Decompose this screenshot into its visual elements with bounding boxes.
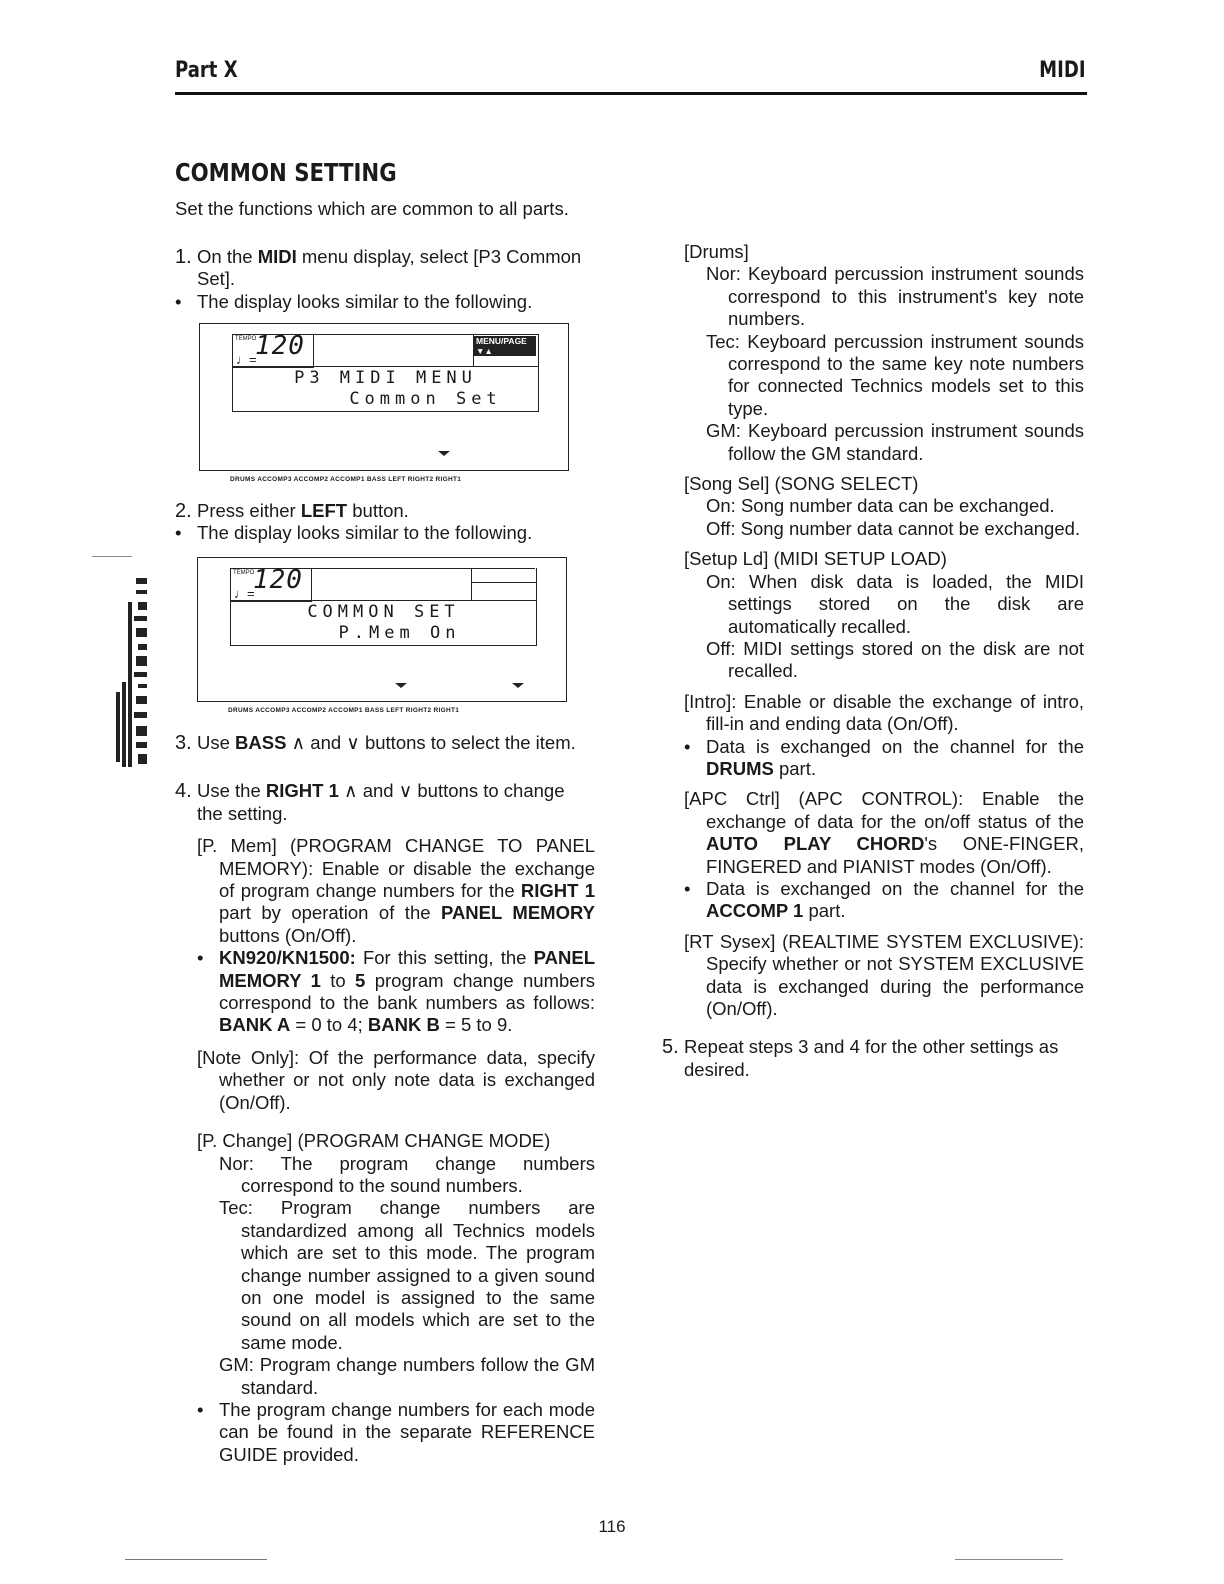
bullet-text: = 5 to 9. (439, 1014, 513, 1036)
note-icon: ♩= (234, 586, 255, 601)
step-text: Press either (197, 500, 301, 521)
tempo-label: TEMPO (235, 336, 257, 342)
step-number: 3. (175, 732, 192, 754)
rt-sysex-item: [RT Sysex] (REALTIME SYSTEM EXCLUSIVE): Specify whether or not SYSTEM EXCLUSIVE data is exchanged during the performance (On/Off). (684, 930, 1084, 1019)
pchange-tec: Tec: Program change numbers are standardized among all Technics models which are set to this mode. The program change number assigned to a given sound on one model is assigned to the same sound on all models which are set to the same mode. (219, 1197, 595, 1353)
bullet-text: For this setting, the (355, 947, 534, 969)
lcd-display-common-set (197, 557, 567, 714)
tempo-box (230, 565, 312, 602)
lcd-text-area (230, 600, 537, 646)
bullet-bold: PANEL MEMORY 1 (219, 947, 595, 991)
tempo-label: TEMPO (233, 570, 255, 576)
pmem-text: [P. Mem] (PROGRAM CHANGE TO PANEL MEMORY): Enable or disable the exchange of program change numbers for the (197, 835, 595, 902)
step-bold: BASS (235, 732, 287, 753)
bullet-text: part. (773, 757, 817, 779)
step-number: 5. (662, 1036, 679, 1059)
tempo-value: 120 (255, 331, 305, 361)
bullet-bold: 5 (355, 969, 366, 991)
pmem-text: buttons (On/Off). (219, 924, 357, 946)
bullet-text: The program change numbers for each mode can be found in the separate REFERENCE GUIDE provided. (219, 1398, 595, 1465)
bullet-bold: BANK A (219, 1014, 291, 1036)
lcd-display-midi-menu (199, 323, 569, 483)
bullet-bold: DRUMS (706, 757, 774, 779)
song-sel-off: Off: Song number data cannot be exchanged. (706, 517, 1081, 539)
setup-ld-off: Off: MIDI settings stored on the disk are not recalled. (706, 637, 1084, 682)
intro-bullet: • Data is exchanged on the channel for the DRUMS part. (684, 735, 1084, 779)
song-sel-heading: [Song Sel] (SONG SELECT) (684, 473, 919, 495)
intro-text: Set the functions which are common to all parts. (175, 198, 569, 219)
part-labels: DRUMS ACCOMP3 ACCOMP2 ACCOMP1 BASS LEFT RIGHT2 RIGHT1 (230, 476, 462, 483)
step-1 (175, 246, 595, 291)
apc-text: [APC Ctrl] (APC CONTROL): Enable the exchange of data for the on/off status of the (684, 788, 1084, 832)
step-bold: LEFT (300, 500, 348, 521)
step-text: Repeat steps 3 and 4 for the other settings as desired. (684, 1036, 1059, 1080)
tempo-box (232, 331, 314, 368)
drums-heading: [Drums] (684, 241, 749, 262)
bullet: • The display looks similar to the following. (175, 522, 533, 544)
step-text: ∧ and ∨ buttons to change the setting. (197, 780, 565, 824)
down-arrow-icon (512, 683, 524, 688)
pmem-text: part by operation of the (219, 902, 441, 924)
apc-bullet: • Data is exchanged on the channel for the ACCOMP 1 part. (684, 877, 1084, 922)
pchange-bullet: • The program change numbers for each mode can be found in the separate REFERENCE GUIDE provided. (197, 1398, 595, 1465)
model-name: KN920/KN1500: (219, 947, 356, 969)
pmem-bullet: • KN920/KN1500: For this setting, the PANEL MEMORY 1 to 5 program change numbers correspond to the bank numbers as follows: BANK A = 0 to 4; BANK B = 5 to 9. (197, 947, 595, 1036)
left-column-lower (175, 732, 595, 1466)
step-bold: MIDI (257, 246, 297, 267)
footer-line (955, 1559, 1063, 1560)
drums-nor: Nor: Keyboard percussion instrument sounds correspond to this instrument's key note numbers. (706, 263, 1084, 330)
step-text: button. (347, 500, 409, 521)
bullet-text: part. (803, 900, 846, 922)
note-icon: ♩= (236, 352, 257, 367)
lcd-line-1: COMMON SET (307, 602, 460, 622)
step-3 (175, 732, 595, 754)
bullet-text: The display looks similar to the following. (197, 522, 533, 544)
lcd-line-2: Common Set (349, 389, 502, 409)
left-column (175, 246, 595, 313)
drums-tec: Tec: Keyboard percussion instrument sounds correspond to the same key note numbers for connected Technics models set to this type. (706, 330, 1084, 419)
bullet-text: = 0 to 4; (290, 1014, 368, 1036)
down-arrow-icon (438, 451, 450, 456)
step-4 (175, 780, 595, 825)
bullet: • The display looks similar to the following. (175, 290, 533, 312)
edge-divider (92, 556, 132, 557)
left-column-step2 (175, 500, 595, 545)
apc-bold: AUTO PLAY CHORD (706, 833, 925, 855)
bullet-text: program change numbers correspond to the bank numbers as follows: (219, 969, 595, 1014)
lcd-text-area (232, 366, 539, 412)
setup-ld-heading: [Setup Ld] (MIDI SETUP LOAD) (684, 548, 947, 570)
step-2 (175, 500, 595, 522)
footer-line (125, 1559, 267, 1560)
apc-text: 's ONE-FINGER, FINGERED and PIANIST modes (On/Off). (706, 833, 1084, 877)
step-text: menu display, select [P3 Common Set]. (197, 246, 582, 290)
step-text: On the (197, 246, 258, 267)
setup-ld-on: On: When disk data is loaded, the MIDI settings stored on the disk are automatically recalled. (706, 570, 1084, 637)
bullet-text: to (320, 969, 356, 991)
note-only-description: [Note Only]: Of the performance data, specify whether or not only note data is exchanged (On/Off). (197, 1046, 595, 1113)
bullet-bold: ACCOMP 1 (706, 900, 804, 922)
song-sel-on: On: Song number data can be exchanged. (706, 495, 1055, 517)
bullet-text: The display looks similar to the following. (197, 290, 533, 312)
apc-item (684, 788, 1084, 878)
edge-index-marks (112, 572, 147, 782)
lcd-line-2: P.Mem On (338, 623, 461, 643)
bullet-text: Data is exchanged on the channel for the (706, 735, 1084, 757)
step-text: Use the (197, 780, 266, 802)
pchange-nor: Nor: The program change numbers correspond to the sound numbers. (219, 1152, 595, 1196)
header-rule (175, 92, 1087, 95)
section-title: COMMON SETTING (175, 158, 397, 187)
menu-page-indicator: MENU/PAGE ▼▲ (474, 336, 536, 356)
step-text: Use (197, 732, 236, 753)
tempo-value: 120 (253, 565, 303, 595)
drums-gm: GM: Keyboard percussion instrument sounds follow the GM standard. (706, 420, 1084, 464)
lcd-line-1: P3 MIDI MENU (294, 368, 477, 388)
step-number: 1. (175, 246, 192, 268)
pmem-description (197, 835, 595, 947)
bullet-text: Data is exchanged on the channel for the (706, 877, 1084, 899)
pchange-heading: [P. Change] (PROGRAM CHANGE MODE) (197, 1130, 551, 1152)
step-number: 4. (175, 780, 192, 803)
pmem-bold: RIGHT 1 (520, 880, 595, 902)
menu-page-box (473, 334, 539, 367)
intro-item: [Intro]: Enable or disable the exchange of intro, fill-in and ending data (On/Off). (684, 690, 1084, 735)
step-bold: RIGHT 1 (265, 780, 339, 802)
part-labels: DRUMS ACCOMP3 ACCOMP2 ACCOMP1 BASS LEFT RIGHT2 RIGHT1 (228, 707, 460, 714)
right-column (662, 241, 1084, 1081)
pmem-bold: PANEL MEMORY (440, 902, 595, 924)
step-text: ∧ and ∨ buttons to select the item. (286, 732, 576, 753)
bullet-bold: BANK B (367, 1014, 440, 1036)
down-arrow-icon (395, 683, 407, 688)
step-5 (662, 1036, 1084, 1081)
header-part: Part X (175, 58, 238, 83)
header-section: MIDI (1039, 58, 1086, 83)
step-number: 2. (175, 500, 192, 522)
pchange-gm: GM: Program change numbers follow the GM standard. (219, 1354, 595, 1398)
page-number: 116 (598, 1517, 626, 1536)
